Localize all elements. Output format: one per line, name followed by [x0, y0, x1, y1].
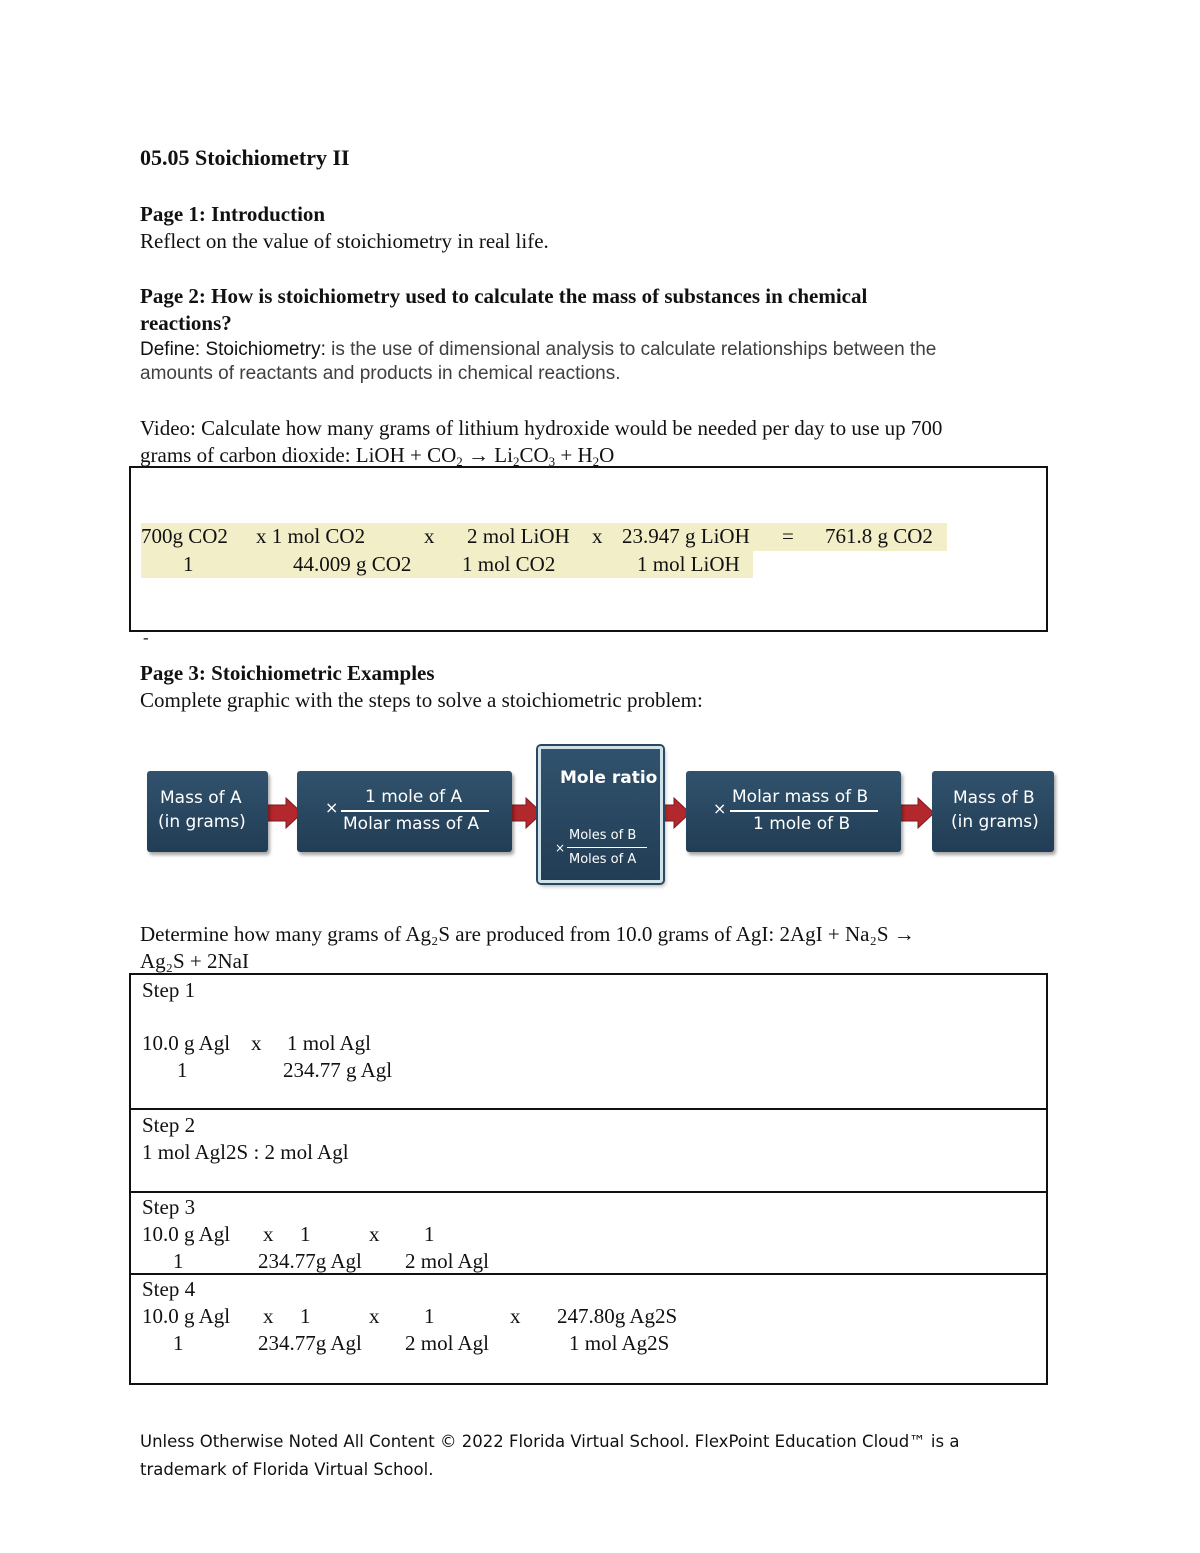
step-label: Step 1	[142, 978, 196, 1002]
step-operator: x	[369, 1222, 380, 1246]
step-term: 234.77 g Agl	[283, 1058, 393, 1082]
define-line2: amounts of reactants and products in chemical reactions.	[140, 363, 621, 384]
calc-term: 1 mol CO2	[462, 552, 556, 576]
box-label: (in grams)	[158, 812, 246, 832]
subscript: 3	[548, 454, 556, 469]
box-label: Mass of B	[953, 788, 1035, 808]
page3-instruction: Complete graphic with the steps to solve a stoichiometric problem:	[140, 688, 703, 712]
mass-of-a-box	[147, 771, 268, 852]
times-icon: ×	[713, 799, 727, 818]
mole-ratio-box	[538, 746, 663, 883]
step-term: 1 mol Agl	[287, 1031, 372, 1055]
step-term: 1	[173, 1249, 184, 1273]
define-line1	[140, 339, 936, 361]
molar-mass-a-box	[297, 771, 512, 852]
video-line1: Video: Calculate how many grams of lithium hydroxide would be needed per day to use up 700	[140, 416, 943, 440]
step-operator: x	[510, 1304, 521, 1328]
formula-part: + H	[555, 443, 593, 467]
step-term: 10.0 g Agl	[142, 1031, 231, 1055]
step-label: Step 3	[142, 1195, 196, 1219]
box-label: Mass of A	[160, 788, 242, 808]
fraction-numerator: Moles of B	[569, 828, 637, 843]
step-operator: x	[263, 1304, 274, 1328]
page2-heading-line2: reactions?	[140, 311, 232, 335]
calc-term: 1	[183, 552, 194, 576]
formula-part: O	[599, 443, 615, 467]
video-line2	[140, 443, 614, 468]
page1-text: Reflect on the value of stoichiometry in real life.	[140, 229, 549, 253]
problem-line2: Ag₂S + 2NaI	[140, 949, 249, 973]
calc-operator: x	[424, 524, 435, 548]
times-icon: ×	[325, 798, 339, 817]
step-term: 1	[173, 1331, 184, 1355]
page1-heading: Page 1: Introduction	[140, 202, 326, 226]
step-term: 2 mol Agl	[405, 1331, 490, 1355]
step-term: 10.0 g Agl	[142, 1222, 231, 1246]
step-label: Step 4	[142, 1277, 196, 1301]
fraction-numerator: 1 mole of A	[365, 787, 463, 807]
calc-term: 23.947 g LiOH	[622, 524, 750, 548]
calc-operator: =	[782, 524, 794, 548]
formula-part: CO	[519, 443, 549, 467]
step-operator: x	[369, 1304, 380, 1328]
page-title: 05.05 Stoichiometry II	[140, 145, 350, 170]
video-line2-text: grams of carbon dioxide: LiOH + CO	[140, 443, 457, 467]
step-label: Step 2	[142, 1113, 196, 1137]
subscript: 2	[512, 454, 520, 469]
calc-term: x 1 mol CO2	[256, 524, 366, 548]
fraction-denominator: Molar mass of A	[343, 814, 480, 834]
page3-heading: Page 3: Stoichiometric Examples	[140, 661, 435, 685]
box-title: Mole ratio	[560, 768, 658, 788]
problem-line1: Determine how many grams of Ag₂S are produced from 10.0 grams of AgI: 2AgI + Na₂S →	[140, 922, 915, 946]
fraction-denominator: 1 mole of B	[753, 814, 851, 834]
calc-operator: x	[592, 524, 603, 548]
fraction-denominator: Moles of A	[569, 852, 637, 867]
calc-term: 700g CO2	[141, 524, 228, 548]
row-divider	[129, 1108, 1048, 1110]
subscript: 2	[592, 454, 600, 469]
calc-term: 44.009 g CO2	[293, 552, 412, 576]
reaction-arrow: → Li	[462, 443, 513, 467]
step-term: 1	[300, 1304, 311, 1328]
step-term: 247.80g Ag2S	[557, 1304, 678, 1328]
step-operator: x	[263, 1222, 274, 1246]
calc-term: 2 mol LiOH	[467, 524, 570, 548]
fraction-bar	[341, 810, 489, 812]
page2-heading-line1: Page 2: How is stoichiometry used to calculate the mass of substances in chemical	[140, 284, 868, 308]
subscript: 2	[456, 454, 463, 469]
step-term: 2 mol Agl	[405, 1249, 490, 1273]
step-operator: x	[251, 1031, 262, 1055]
calc-result: 761.8 g CO2	[825, 524, 933, 548]
step-term: 1 mol Agl2S : 2 mol Agl	[142, 1140, 349, 1164]
step-term: 10.0 g Agl	[142, 1304, 231, 1328]
fraction-bar	[730, 810, 878, 812]
times-icon: ×	[555, 841, 566, 855]
step-term: 1	[177, 1058, 188, 1082]
fraction-bar	[567, 847, 647, 848]
fraction-numerator: Molar mass of B	[732, 787, 869, 807]
dash-mark: -	[143, 628, 149, 647]
define-label: Define: Stoichiometry:	[140, 339, 326, 360]
define-text1: is the use of dimensional analysis to calculate relationships between the	[325, 339, 937, 360]
box-label: (in grams)	[951, 812, 1039, 832]
footer-line1: Unless Otherwise Noted All Content © 2022 Florida Virtual School. FlexPoint Education Cloud™ is a	[140, 1432, 960, 1451]
step-term: 1 mol Ag2S	[569, 1331, 670, 1355]
calc-term: 1 mol LiOH	[637, 552, 740, 576]
row-divider	[129, 1191, 1048, 1193]
step-term: 1	[300, 1222, 311, 1246]
mass-of-b-box	[932, 771, 1054, 852]
footer-line2: trademark of Florida Virtual School.	[140, 1460, 434, 1479]
step-term: 1	[424, 1304, 435, 1328]
molar-mass-b-box	[686, 771, 901, 852]
step-term: 234.77g Agl	[258, 1331, 362, 1355]
step-term: 1	[424, 1222, 435, 1246]
step-term: 234.77g Agl	[258, 1249, 362, 1273]
